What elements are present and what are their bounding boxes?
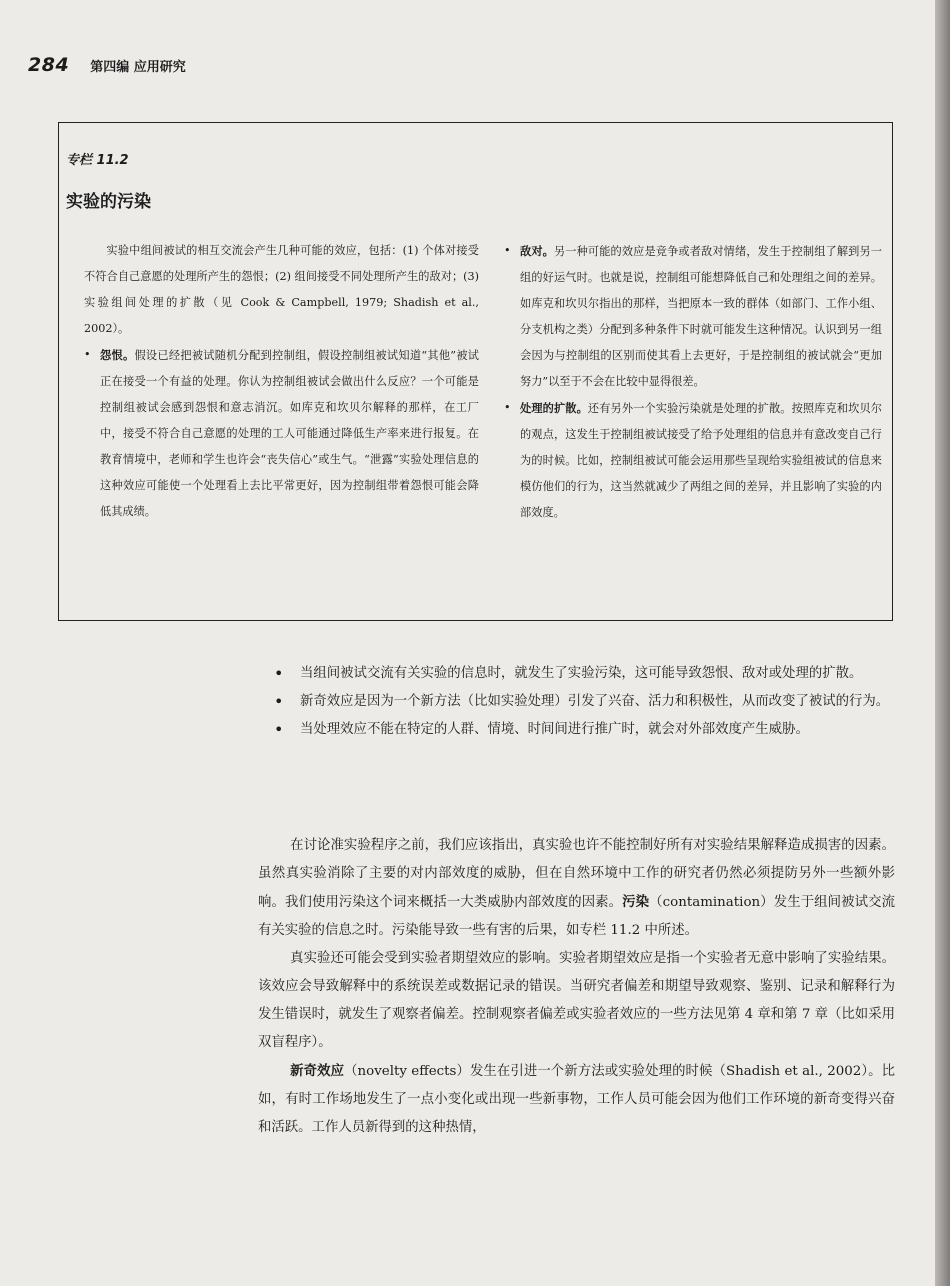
paragraph-text: 在讨论准实验程序之前，我们应该指出，真实验也许不能控制好所有对实验结果解释造成损害的因素。虽然真实验消除了主要的对内部效度的威胁，但在自然环境中工作的研究者仍然必须提防另外一些额外影响。我们使用污染这个词来概括一大类威胁内部效度的因素。 (258, 838, 895, 910)
paragraph-text: （contamination）发生于组间被试交流有关实验的信息之时。污染能导致一些有害的后果，如专栏 11.2 中所述。 (258, 895, 896, 938)
running-header (28, 54, 186, 76)
term-novelty: 新奇效应 (290, 1063, 345, 1079)
summary-bullet-text: 新奇效应是因为一个新方法（比如实验处理）引发了兴奋、活力和积极性，从而改变了被试的行为。 (300, 694, 890, 709)
sidebar-box (58, 122, 893, 621)
page-edge-shadow (935, 0, 950, 1286)
bullet-text: 另一种可能的效应是竞争或者敌对情绪，发生于控制组了解到另一组的好运气时。也就是说，控制组可能想降低自己和处理组之间的差异。如库克和坎贝尔指出的那样，当把原本一致的群体（如部门、工作小组、分支机构之类）分配到多种条件下时就可能发生这种情况。认识到另一组会因为与控制组的区别而使其看上去更好，于是控制组的被试就会“更加努力”以至于不会在比较中显得很差。 (520, 245, 882, 388)
bullet-resentment (84, 342, 479, 525)
part-title: 第四编 应用研究 (90, 60, 186, 75)
bullet-dot: • (504, 401, 511, 414)
bullet-diffusion (504, 395, 882, 526)
box-left-bullets (84, 342, 479, 525)
box-title: 实验的污染 (66, 192, 151, 212)
paragraph-contamination (258, 832, 895, 945)
box-right-column (504, 238, 882, 526)
summary-bullet (272, 688, 892, 716)
summary-bullets (272, 660, 892, 744)
box-right-bullets (504, 238, 882, 526)
bullet-lead: 处理的扩散。 (520, 401, 588, 415)
body-text (258, 832, 895, 1142)
bullet-dot: • (504, 244, 511, 257)
paragraph-expectancy: 真实验还可能会受到实验者期望效应的影响。实验者期望效应是指一个实验者无意中影响了实验结果。该效应会导致解释中的系统误差或数据记录的错误。当研究者偏差和期望导致观察、鉴别、记录和解释行为发生错误时，就发生了观察者偏差。控制观察者偏差或实验者效应的一些方法见第 4 章和第 7 章（比如采用双盲程序）。 (258, 951, 895, 1050)
bullet-dot: • (84, 348, 91, 361)
bullet-rivalry (504, 238, 882, 395)
summary-bullet (272, 660, 892, 688)
bullet-dot: • (274, 720, 284, 739)
page-number: 284 (28, 54, 70, 76)
bullet-lead: 怨恨。 (100, 348, 135, 362)
summary-bullet-text: 当处理效应不能在特定的人群、情境、时间间进行推广时，就会对外部效度产生威胁。 (300, 722, 809, 737)
summary-bullet-text: 当组间被试交流有关实验的信息时，就发生了实验污染，这可能导致怨恨、敌对或处理的扩散。 (300, 666, 863, 681)
bullet-dot: • (274, 692, 284, 711)
box-label: 专栏 11.2 (66, 153, 129, 168)
bullet-text: 还有另外一个实验污染就是处理的扩散。按照库克和坎贝尔的观点，这发生于控制组被试接受了给予处理组的信息并有意改变自己行为的时候。比如，控制组被试可能会运用那些呈现给实验组被试的信息来模仿他们的行为，这当然就减少了两组之间的差异，并且影响了实验的内部效度。 (520, 402, 882, 519)
paragraph-text: （novelty effects）发生在引进一个新方法或实验处理的时候（Shadish et al., 2002）。比如，有时工作场地发生了一点小变化或出现一些新事物，工作人员可能会因为他们工作环境的新奇变得兴奋和活跃。工作人员新得到的这种热情， (258, 1064, 896, 1135)
bullet-lead: 敌对。 (520, 244, 554, 258)
bullet-dot: • (274, 664, 284, 683)
box-intro: 实验中组间被试的相互交流会产生几种可能的效应，包括：(1) 个体对接受不符合自己意愿的处理所产生的怨恨；(2) 组间接受不同处理所产生的敌对；(3) 实验组间处理的扩散（见 Cook & Campbell, 1979; Shadish et al., 2002）。 (84, 244, 479, 335)
term-contamination: 污染 (622, 894, 650, 910)
box-left-column (84, 238, 479, 525)
paragraph-novelty (258, 1057, 895, 1142)
summary-bullet (272, 716, 892, 744)
bullet-text: 假设已经把被试随机分配到控制组，假设控制组被试知道“其他”被试正在接受一个有益的处理。你认为控制组被试会做出什么反应？一个可能是控制组被试会感到怨恨和意志消沉。如库克和坎贝尔解释的那样，在工厂中，接受不符合自己意愿的处理的工人可能通过降低生产率来进行报复。在教育情境中，老师和学生也许会“丧失信心”或生气。“泄露”实验处理信息的这种效应可能使一个处理看上去比平常更好，因为控制组带着怨恨可能会降低其成绩。 (100, 349, 479, 518)
